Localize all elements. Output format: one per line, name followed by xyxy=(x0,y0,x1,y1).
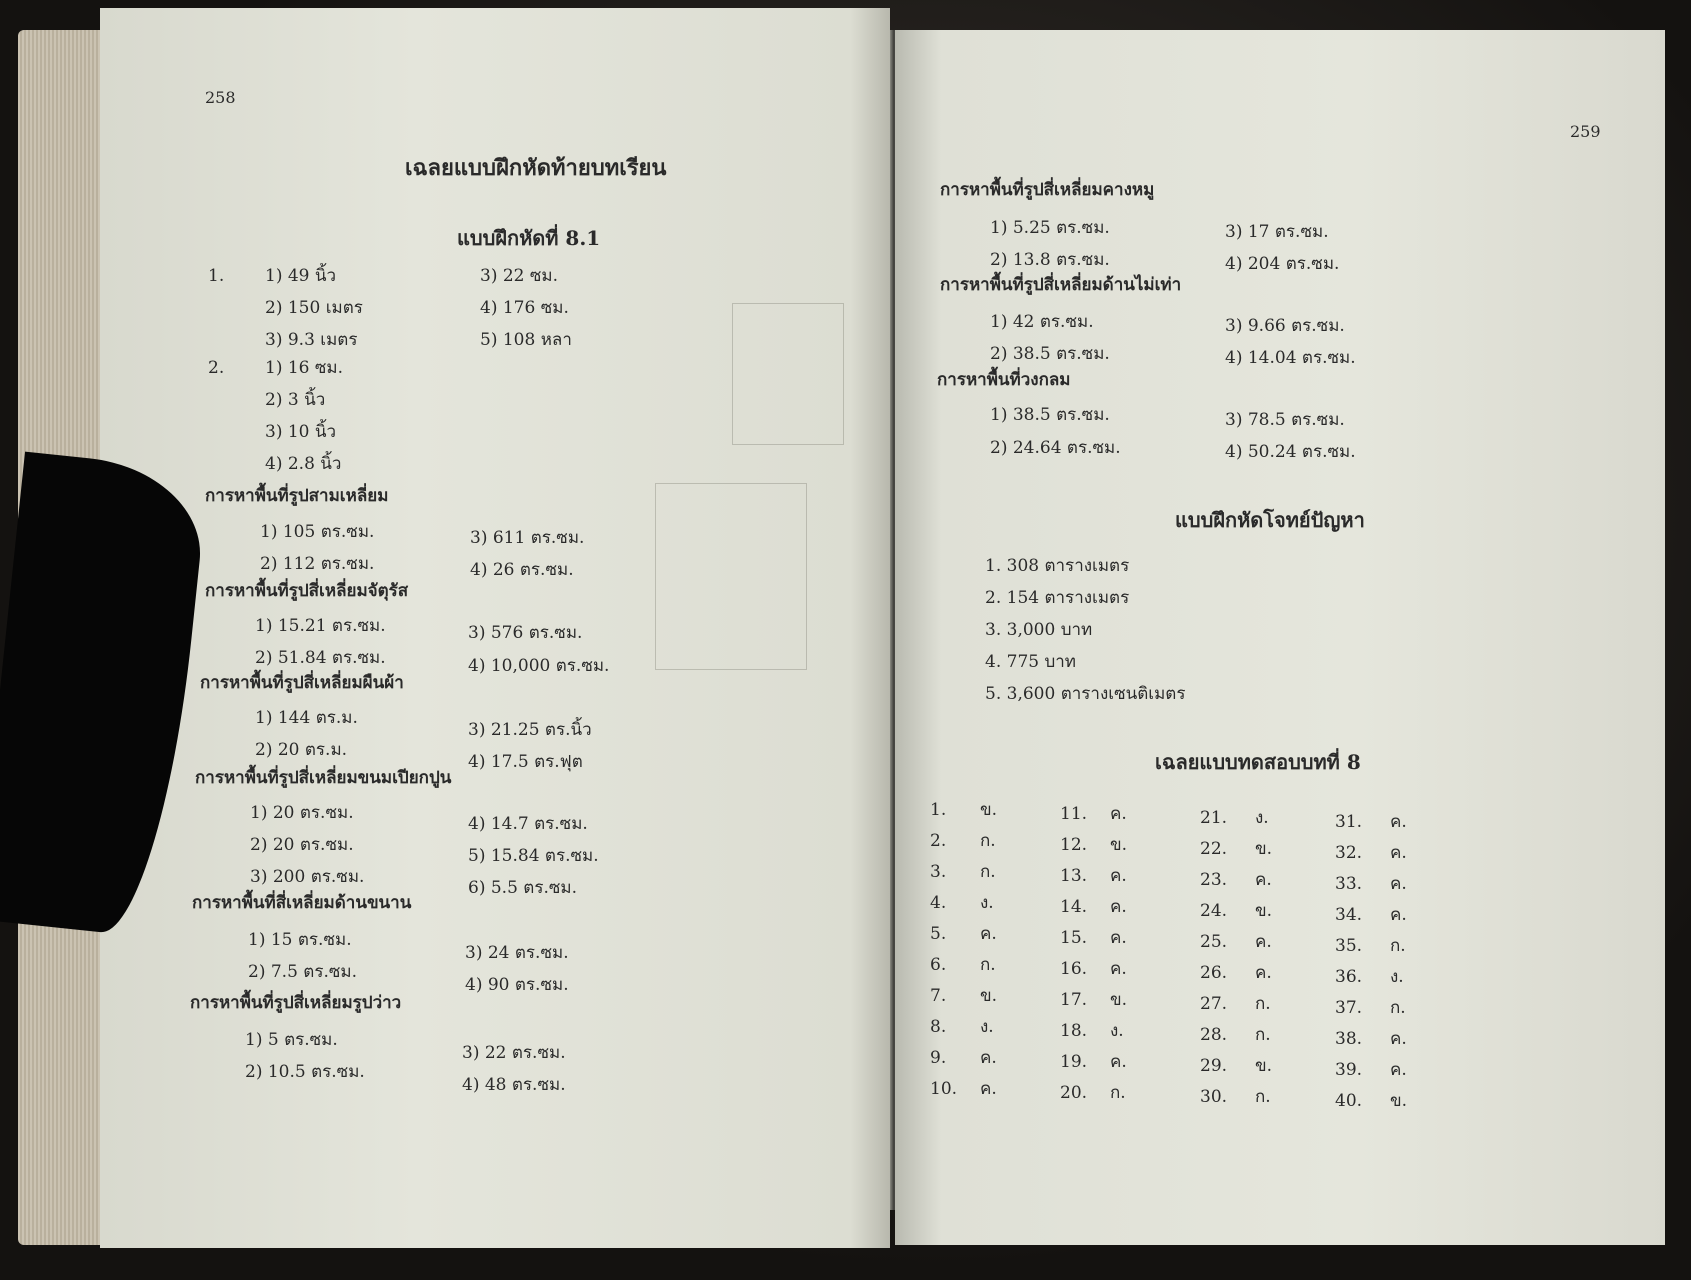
answer-choice: ก. xyxy=(1110,1083,1126,1103)
answer-item: 1) 16 ซม. xyxy=(265,358,344,378)
answer-choice: ก. xyxy=(1255,1087,1271,1107)
answer-choice: ก. xyxy=(1390,936,1406,956)
answer-number: 23. xyxy=(1200,870,1228,890)
answer-item: 3) 78.5 ตร.ซม. xyxy=(1225,410,1345,430)
answer-choice: ก. xyxy=(1390,998,1406,1018)
answer-number: 39. xyxy=(1335,1060,1363,1080)
answer-number: 35. xyxy=(1335,936,1363,956)
answer-item: 2) 20 ตร.ซม. xyxy=(250,835,354,855)
answer-number: 11. xyxy=(1060,804,1088,824)
answer-number: 17. xyxy=(1060,990,1088,1010)
answer-choice: ค. xyxy=(1110,804,1127,824)
section-heading: การหาพื้นที่รูปสี่เหลี่ยมรูปว่าว xyxy=(190,993,402,1013)
test-answer-title: เฉลยแบบทดสอบบทที่ 8 xyxy=(1155,750,1361,774)
answer-choice: ข. xyxy=(1110,835,1128,855)
problem-section-title: แบบฝึกหัดโจทย์ปัญหา xyxy=(1175,508,1365,532)
ghost-diagram xyxy=(655,483,807,670)
answer-choice: ง. xyxy=(1390,967,1404,987)
answer-choice: ค. xyxy=(1390,905,1407,925)
answer-item: 1) 15.21 ตร.ซม. xyxy=(255,616,386,636)
answer-number: 3. xyxy=(930,862,947,882)
answer-choice: ค. xyxy=(1110,1052,1127,1072)
answer-item: 4) 2.8 นิ้ว xyxy=(265,454,342,474)
answer-item: 1) 5 ตร.ซม. xyxy=(245,1030,338,1050)
section-heading: การหาพื้นที่สี่เหลี่ยมด้านขนาน xyxy=(192,893,412,913)
ghost-diagram xyxy=(732,303,844,445)
answer-item: 2) 150 เมตร xyxy=(265,298,363,318)
answer-choice: ค. xyxy=(1390,1060,1407,1080)
answer-number: 12. xyxy=(1060,835,1088,855)
answer-item: 4) 90 ตร.ซม. xyxy=(465,975,569,995)
answer-choice: ค. xyxy=(1110,866,1127,886)
answer-number: 7. xyxy=(930,986,947,1006)
answer-item: 2) 10.5 ตร.ซม. xyxy=(245,1062,365,1082)
problem-answer: 4. 775 บาท xyxy=(985,652,1077,672)
answer-item: 3) 17 ตร.ซม. xyxy=(1225,222,1329,242)
answer-choice: ค. xyxy=(1390,874,1407,894)
answer-number: 9. xyxy=(930,1048,947,1068)
answer-item: 4) 204 ตร.ซม. xyxy=(1225,254,1340,274)
answer-item: 4) 17.5 ตร.ฟุต xyxy=(468,752,583,772)
answer-item: 3) 22 ซม. xyxy=(480,266,559,286)
answer-number: 36. xyxy=(1335,967,1363,987)
question-number: 2. xyxy=(208,358,225,378)
answer-item: 3) 24 ตร.ซม. xyxy=(465,943,569,963)
question-number: 1. xyxy=(208,266,225,286)
answer-number: 1. xyxy=(930,800,947,820)
answer-number: 37. xyxy=(1335,998,1363,1018)
answer-item: 1) 20 ตร.ซม. xyxy=(250,803,354,823)
answer-item: 1) 49 นิ้ว xyxy=(265,266,337,286)
answer-item: 1) 144 ตร.ม. xyxy=(255,708,358,728)
answer-choice: ค. xyxy=(1390,812,1407,832)
answer-number: 13. xyxy=(1060,866,1088,886)
section-heading: การหาพื้นที่รูปสี่เหลี่ยมขนมเปียกปูน xyxy=(195,768,452,788)
answer-number: 14. xyxy=(1060,897,1088,917)
answer-item: 1) 5.25 ตร.ซม. xyxy=(990,218,1110,238)
answer-number: 32. xyxy=(1335,843,1363,863)
answer-item: 3) 576 ตร.ซม. xyxy=(468,623,583,643)
answer-item: 4) 26 ตร.ซม. xyxy=(470,560,574,580)
answer-item: 3) 22 ตร.ซม. xyxy=(462,1043,566,1063)
answer-choice: ค. xyxy=(980,1079,997,1099)
answer-choice: ค. xyxy=(980,1048,997,1068)
answer-choice: ค. xyxy=(1255,963,1272,983)
answer-item: 4) 10,000 ตร.ซม. xyxy=(468,656,610,676)
answer-item: 5) 15.84 ตร.ซม. xyxy=(468,846,599,866)
answer-item: 3) 9.3 เมตร xyxy=(265,330,358,350)
answer-choice: ค. xyxy=(1255,870,1272,890)
answer-item: 4) 48 ตร.ซม. xyxy=(462,1075,566,1095)
page-number: 259 xyxy=(1570,122,1601,141)
answer-item: 4) 50.24 ตร.ซม. xyxy=(1225,442,1356,462)
answer-number: 16. xyxy=(1060,959,1088,979)
answer-item: 4) 14.04 ตร.ซม. xyxy=(1225,348,1356,368)
answer-choice: ค. xyxy=(1110,897,1127,917)
answer-item: 1) 42 ตร.ซม. xyxy=(990,312,1094,332)
answer-choice: ง. xyxy=(980,1017,994,1037)
answer-number: 34. xyxy=(1335,905,1363,925)
answer-item: 4) 14.7 ตร.ซม. xyxy=(468,814,588,834)
answer-number: 18. xyxy=(1060,1021,1088,1041)
answer-choice: ก. xyxy=(980,955,996,975)
answer-number: 38. xyxy=(1335,1029,1363,1049)
answer-item: 3) 9.66 ตร.ซม. xyxy=(1225,316,1345,336)
section-heading: การหาพื้นที่รูปสี่เหลี่ยมจัตุรัส xyxy=(205,581,409,601)
answer-item: 2) 3 นิ้ว xyxy=(265,390,326,410)
section-heading: การหาพื้นที่วงกลม xyxy=(937,370,1071,390)
answer-number: 10. xyxy=(930,1079,958,1099)
problem-answer: 5. 3,600 ตารางเซนติเมตร xyxy=(985,684,1186,704)
answer-number: 25. xyxy=(1200,932,1228,952)
problem-answer: 2. 154 ตารางเมตร xyxy=(985,588,1130,608)
answer-choice: ข. xyxy=(980,986,998,1006)
answer-number: 26. xyxy=(1200,963,1228,983)
answer-item: 1) 105 ตร.ซม. xyxy=(260,522,375,542)
answer-choice: ก. xyxy=(1255,1025,1271,1045)
answer-number: 4. xyxy=(930,893,947,913)
answer-number: 6. xyxy=(930,955,947,975)
answer-item: 5) 108 หลา xyxy=(480,330,572,350)
answer-number: 31. xyxy=(1335,812,1363,832)
answer-number: 24. xyxy=(1200,901,1228,921)
section-heading: การหาพื้นที่รูปสี่เหลี่ยมคางหมู xyxy=(940,180,1155,200)
answer-item: 2) 38.5 ตร.ซม. xyxy=(990,344,1110,364)
answer-choice: ค. xyxy=(1390,843,1407,863)
answer-choice: ง. xyxy=(980,893,994,913)
answer-choice: ข. xyxy=(1390,1091,1408,1111)
answer-choice: ง. xyxy=(1110,1021,1124,1041)
answer-number: 20. xyxy=(1060,1083,1088,1103)
answer-number: 30. xyxy=(1200,1087,1228,1107)
answer-choice: ค. xyxy=(1110,959,1127,979)
answer-item: 6) 5.5 ตร.ซม. xyxy=(468,878,578,898)
section-heading: การหาพื้นที่รูปสี่เหลี่ยมด้านไม่เท่า xyxy=(940,275,1182,295)
answer-choice: ค. xyxy=(1110,928,1127,948)
answer-choice: ค. xyxy=(1255,932,1272,952)
answer-number: 40. xyxy=(1335,1091,1363,1111)
answer-number: 5. xyxy=(930,924,947,944)
answer-item: 2) 24.64 ตร.ซม. xyxy=(990,438,1121,458)
answer-item: 1) 38.5 ตร.ซม. xyxy=(990,405,1110,425)
problem-answer: 1. 308 ตารางเมตร xyxy=(985,556,1130,576)
answer-item: 3) 200 ตร.ซม. xyxy=(250,867,365,887)
answer-choice: ข. xyxy=(1110,990,1128,1010)
answer-choice: ก. xyxy=(1255,994,1271,1014)
answer-number: 19. xyxy=(1060,1052,1088,1072)
answer-choice: ค. xyxy=(980,924,997,944)
answer-number: 21. xyxy=(1200,808,1228,828)
answer-choice: ก. xyxy=(980,862,996,882)
answer-item: 4) 176 ซม. xyxy=(480,298,569,318)
answer-number: 8. xyxy=(930,1017,947,1037)
answer-number: 2. xyxy=(930,831,947,851)
answer-item: 3) 611 ตร.ซม. xyxy=(470,528,585,548)
answer-choice: ข. xyxy=(1255,1056,1273,1076)
answer-choice: ข. xyxy=(980,800,998,820)
answer-item: 1) 15 ตร.ซม. xyxy=(248,930,352,950)
answer-choice: ง. xyxy=(1255,808,1269,828)
page-number: 258 xyxy=(205,88,236,107)
answer-choice: ข. xyxy=(1255,839,1273,859)
answer-number: 22. xyxy=(1200,839,1228,859)
section-heading: การหาพื้นที่รูปสามเหลี่ยม xyxy=(205,486,389,506)
answer-number: 29. xyxy=(1200,1056,1228,1076)
answer-item: 2) 13.8 ตร.ซม. xyxy=(990,250,1110,270)
answer-item: 3) 21.25 ตร.นิ้ว xyxy=(468,720,592,740)
answer-item: 2) 7.5 ตร.ซม. xyxy=(248,962,358,982)
answer-choice: ค. xyxy=(1390,1029,1407,1049)
answer-number: 28. xyxy=(1200,1025,1228,1045)
answer-number: 33. xyxy=(1335,874,1363,894)
answer-choice: ข. xyxy=(1255,901,1273,921)
answer-item: 2) 51.84 ตร.ซม. xyxy=(255,648,386,668)
answer-number: 15. xyxy=(1060,928,1088,948)
problem-answer: 3. 3,000 บาท xyxy=(985,620,1093,640)
exercise-title: แบบฝึกหัดที่ 8.1 xyxy=(457,226,601,250)
answer-number: 27. xyxy=(1200,994,1228,1014)
right-page xyxy=(895,30,1665,1245)
page-title: เฉลยแบบฝึกหัดท้ายบทเรียน xyxy=(405,155,667,181)
section-heading: การหาพื้นที่รูปสี่เหลี่ยมผืนผ้า xyxy=(200,673,404,693)
answer-choice: ก. xyxy=(980,831,996,851)
answer-item: 2) 20 ตร.ม. xyxy=(255,740,348,760)
answer-item: 2) 112 ตร.ซม. xyxy=(260,554,375,574)
left-page xyxy=(100,8,890,1248)
answer-item: 3) 10 นิ้ว xyxy=(265,422,337,442)
